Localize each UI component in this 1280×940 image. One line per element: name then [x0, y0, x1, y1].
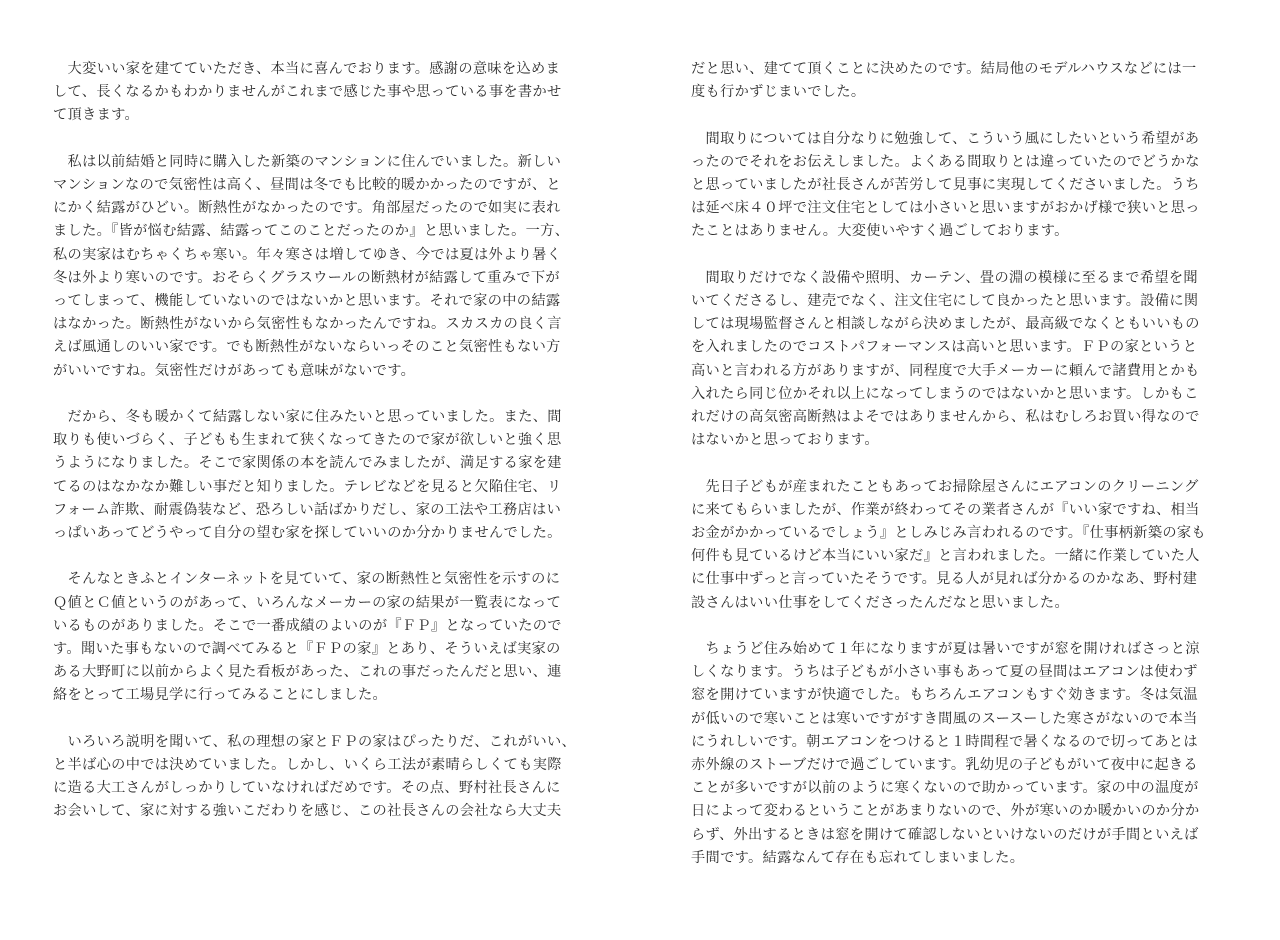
paragraph	[53, 406, 593, 545]
text-line: だと思い、建てて頂くことに決めたのです。結局他のモデルハウスなどには一	[691, 61, 1197, 77]
text-line: 絡をとって工場見学に行ってみることにしました。	[53, 687, 388, 704]
text-line: 手間です。結露なんて存在も忘れてしまいました。	[691, 849, 1025, 866]
text-line: 先日子どもが産まれたこともあってお掃除屋さんにエアコンのクリーニング	[691, 478, 1199, 495]
text-line: ってしまって、機能していないのではないかと思います。それで家の中の結露	[53, 293, 561, 310]
text-line: れだけの高気密高断熱はよそではありませんから、私はむしろお買い得なので	[691, 409, 1200, 426]
text-line: 日によって変わるということがあまりないので、外が寒いのか暖かいのか分か	[691, 803, 1200, 820]
text-line: だから、冬も暖かくて結露しない家に住みたいと思っていました。また、間	[53, 409, 562, 426]
text-line: ある大野町に以前からよく見た看板があった、これの事だったんだと思い、連	[53, 664, 562, 681]
text-line: いろいろ説明を聞いて、私の理想の家とＦＰの家はぴったりだ、これがいい、	[53, 733, 577, 750]
text-line: ったのでそれをお伝えしました。よくある間取りとは違っていたのでどうかな	[691, 153, 1200, 170]
text-line: す。聞いた事もないので調べてみると『ＦＰの家』とあり、そういえば実家の	[53, 641, 561, 658]
paragraph	[691, 267, 1232, 453]
paragraph	[53, 731, 593, 824]
right-column	[691, 58, 1232, 893]
text-line: 取りも使いづらく、子どもも生まれて狭くなってきたので家が欲しいと強く思	[53, 432, 562, 449]
text-line: はなかった。断熱性がないから気密性もなかったんですね。スカスカの良く言	[53, 316, 562, 333]
text-line: Ｑ値とＣ値というのがあって、いろんなメーカーの家の結果が一覧表になって	[53, 594, 562, 611]
left-column	[53, 58, 593, 847]
paragraph	[53, 568, 593, 707]
text-line: と半ば心の中では決めていました。しかし、いくら工法が素晴らしくても実際	[53, 757, 562, 774]
paragraph	[691, 58, 1232, 104]
text-line: がいいですね。気密性だけがあっても意味がないです。	[53, 362, 416, 379]
text-line: っぱいあってどうやって自分の望む家を探していいのか分かりませんでした。	[53, 525, 562, 542]
text-line: 冬は外より寒いのです。おそらくグラスウールの断熱材が結露して重みで下が	[53, 269, 560, 286]
text-line: お金がかかっているでしょう』としみじみ言われるのです。『仕事柄新築の家も	[691, 525, 1206, 542]
text-line: に造る大工さんがしっかりしていなければだめです。その点、野村社長さんに	[53, 780, 561, 797]
text-line: に来てもらいましたが、作業が終わってその業者さんが『いい家ですね、相当	[691, 501, 1200, 518]
text-line: に仕事中ずっと言っていたそうです。見る人が見れば分かるのかなあ、野村建	[691, 571, 1198, 588]
text-line: 窓を開けていますが快適でした。もちろんエアコンもすぐ効きます。冬は気温	[691, 687, 1198, 704]
text-line: らず、外出するときは窓を開けて確認しないといけないのだけが手間といえば	[691, 826, 1199, 843]
paragraph	[691, 128, 1232, 244]
text-line: と思っていましたが社長さんが苦労して見事に実現してくださいました。うち	[691, 177, 1200, 193]
text-line: しくなります。うちは子どもが小さい事もあって夏の昼間はエアコンは使わず	[691, 664, 1198, 681]
text-line: フォーム詐欺、耐震偽装など、恐ろしい話ばかりだし、家の工法や工務店はい	[53, 501, 562, 518]
text-line: うようになりました。そこで家関係の本を読んでみましたが、満足する家を建	[53, 455, 562, 472]
paragraph	[691, 476, 1232, 615]
text-line: 間取りだけでなく設備や照明、カーテン、畳の淵の模様に至るまで希望を聞	[691, 269, 1198, 286]
text-line: が低いので寒いことは寒いですがすき間風のスースーした寒さがないので本当	[691, 710, 1198, 727]
text-line: 何件も見ているけど本当にいい家だ』と言われました。一緒に作業していた人	[691, 548, 1200, 565]
text-line: そんなときふとインターネットを見ていて、家の断熱性と気密性を示すのに	[53, 571, 561, 588]
text-line: はないかと思っております。	[691, 432, 879, 449]
text-line: にうれしいです。朝エアコンをつけると１時間程で暑くなるので切ってあとは	[691, 733, 1198, 750]
paragraph	[53, 151, 593, 383]
text-line: いてくださるし、建売でなく、注文住宅にして良かったと思います。設備に関	[691, 293, 1199, 309]
text-line: ちょうど住み始めて１年になりますが夏は暑いですが窓を開ければさっと涼	[691, 641, 1200, 658]
text-line: 高いと言われる方がありますが、同程度で大手メーカーに頼んで諸費用とかも	[691, 362, 1200, 379]
text-line: しては現場監督さんと相談しながら決めましたが、最高級でなくともいいもの	[691, 316, 1200, 333]
paragraph	[691, 638, 1232, 870]
text-line: マンションなので気密性は高く、昼間は冬でも比較的暖かかったのですが、と	[53, 177, 561, 193]
text-line: 間取りについては自分なりに勉強して、こういう風にしたいという希望があ	[691, 130, 1200, 147]
text-line: は延べ床４０坪で注文住宅としては小さいと思いますがおかげ様で狭いと思っ	[691, 200, 1200, 217]
text-line: ことが多いですが以前のように寒くないので助かっています。家の中の温度が	[691, 780, 1199, 797]
text-line: いるものがありました。そこで一番成績のよいのが『ＦＰ』となっていたので	[53, 617, 562, 634]
paragraph	[53, 58, 593, 128]
text-line: 度も行かずじまいでした。	[691, 84, 866, 101]
text-line: ました。『皆が悩む結露、結露ってこのことだったのか』と思いました。一方、	[53, 223, 570, 240]
text-line: 私の実家はむちゃくちゃ寒い。年々寒さは増してゆき、今では夏は外より暑く	[53, 246, 562, 263]
text-line: 設さんはいい仕事をしてくださったんだなと思いました。	[691, 594, 1069, 611]
text-line: お会いして、家に対する強いこだわりを感じ、この社長さんの会社なら大丈夫	[53, 803, 562, 820]
text-line: 赤外線のストーブだけで過ごしています。乳幼児の子どもがいて夜中に起きる	[691, 757, 1198, 774]
text-line: て頂きます。	[53, 107, 140, 124]
text-line: を入れましたのでコストパフォーマンスは高いと思います。ＦＰの家というと	[691, 339, 1198, 356]
text-line: 大変いい家を建てていただき、本当に喜んでおります。感謝の意味を込めま	[53, 61, 561, 77]
text-line: たことはありません。大変使いやすく過ごしております。	[691, 223, 1069, 240]
text-line: して、長くなるかもわかりませんがこれまで感じた事や思っている事を書かせ	[53, 84, 562, 101]
text-line: てるのはなかなか難しい事だと知りました。テレビなどを見ると欠陥住宅、リ	[53, 478, 562, 495]
text-line: 入れたら同じ位かそれ以上になってしまうのではないかと思います。しかもこ	[691, 385, 1199, 402]
text-line: えば風通しのいい家です。でも断熱性がないならいっそのこと気密性もない方	[53, 339, 561, 356]
text-line: にかく結露がひどい。断熱性がなかったのです。角部屋だったので如実に表れ	[53, 200, 561, 217]
text-line: 私は以前結婚と同時に購入した新築のマンションに住んでいました。新しい	[53, 153, 562, 170]
